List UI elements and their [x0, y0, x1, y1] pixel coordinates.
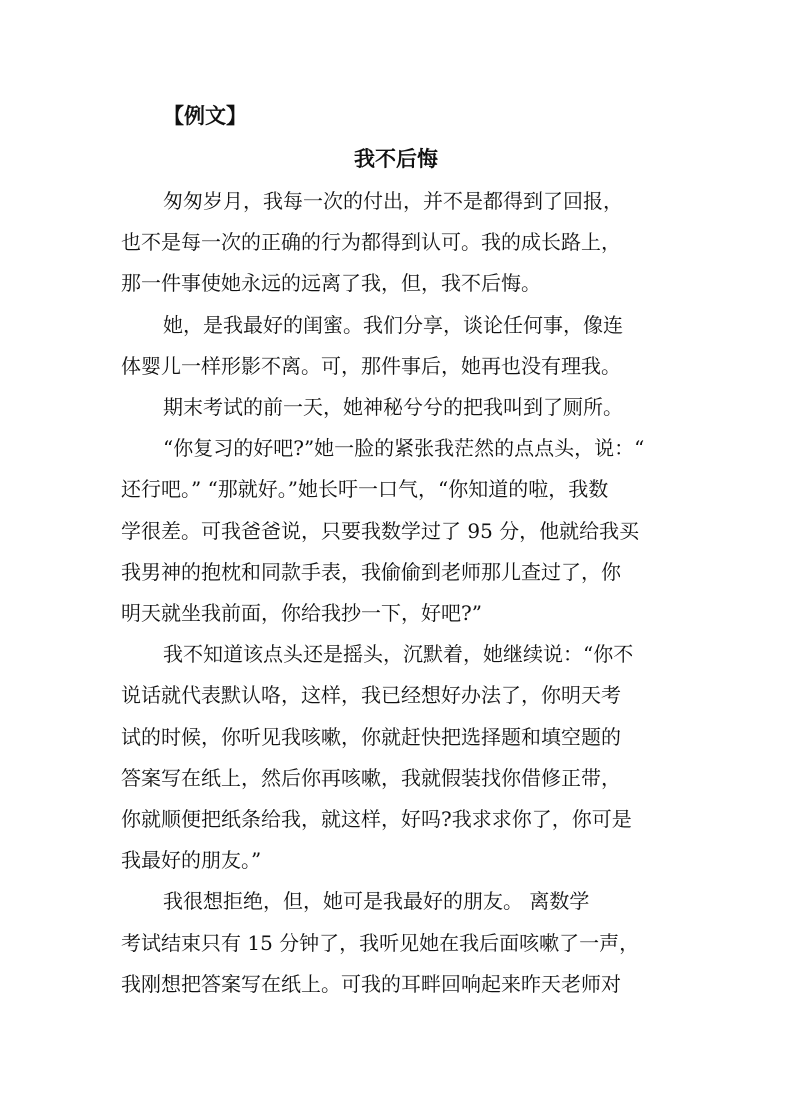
essay-line: 那一件事使她永远的远离了我，但，我不后悔。 — [121, 271, 541, 295]
essay-title: 我不后悔 — [354, 146, 438, 171]
essay-line: 学很差。可我爸爸说，只要我数学过了 95 分，他就给我买 — [121, 519, 640, 543]
essay-line: 体婴儿一样形影不离。可，那件事后，她再也没有理我。 — [121, 354, 621, 378]
essay-line: 期末考试的前一天，她神秘兮兮的把我叫到了厕所。 — [163, 395, 623, 419]
essay-line: 她，是我最好的闺蜜。我们分享，谈论任何事，像连 — [163, 313, 623, 337]
essay-line: 考试结束只有 15 分钟了，我听见她在我后面咳嗽了一声， — [121, 931, 640, 955]
essay-line: 说话就代表默认咯，这样，我已经想好办法了，你明天考 — [121, 683, 621, 707]
essay-line: 也不是每一次的正确的行为都得到认可。我的成长路上， — [121, 230, 621, 254]
essay-line: “你复习的好吧?”她一脸的紧张我茫然的点点头，说：“ — [163, 436, 645, 460]
essay-line: 匆匆岁月，我每一次的付出，并不是都得到了回报， — [163, 189, 623, 213]
essay-line: 还行吧。” “那就好。”她长吁一口气，“你知道的啦，我数 — [121, 477, 609, 501]
essay-line: 你就顺便把纸条给我，就这样，好吗?我求求你了，你可是 — [121, 807, 632, 831]
example-label: 【例文】 — [163, 103, 247, 128]
essay-line: 我不知道该点头还是摇头，沉默着，她继续说：“你不 — [163, 642, 634, 666]
essay-line: 我最好的朋友。” — [121, 848, 262, 872]
essay-line: 明天就坐我前面，你给我抄一下，好吧?” — [121, 601, 482, 625]
essay-line: 我刚想把答案写在纸上。可我的耳畔回响起来昨天老师对 — [121, 972, 621, 996]
essay-line: 试的时候，你听见我咳嗽，你就赶快把选择题和填空题的 — [121, 725, 621, 749]
essay-line: 答案写在纸上，然后你再咳嗽，我就假装找你借修正带， — [121, 766, 621, 790]
essay-line: 我男神的抱枕和同款手表，我偷偷到老师那儿查过了，你 — [121, 560, 621, 584]
essay-line: 我很想拒绝，但，她可是我最好的朋友。 离数学 — [163, 889, 590, 913]
